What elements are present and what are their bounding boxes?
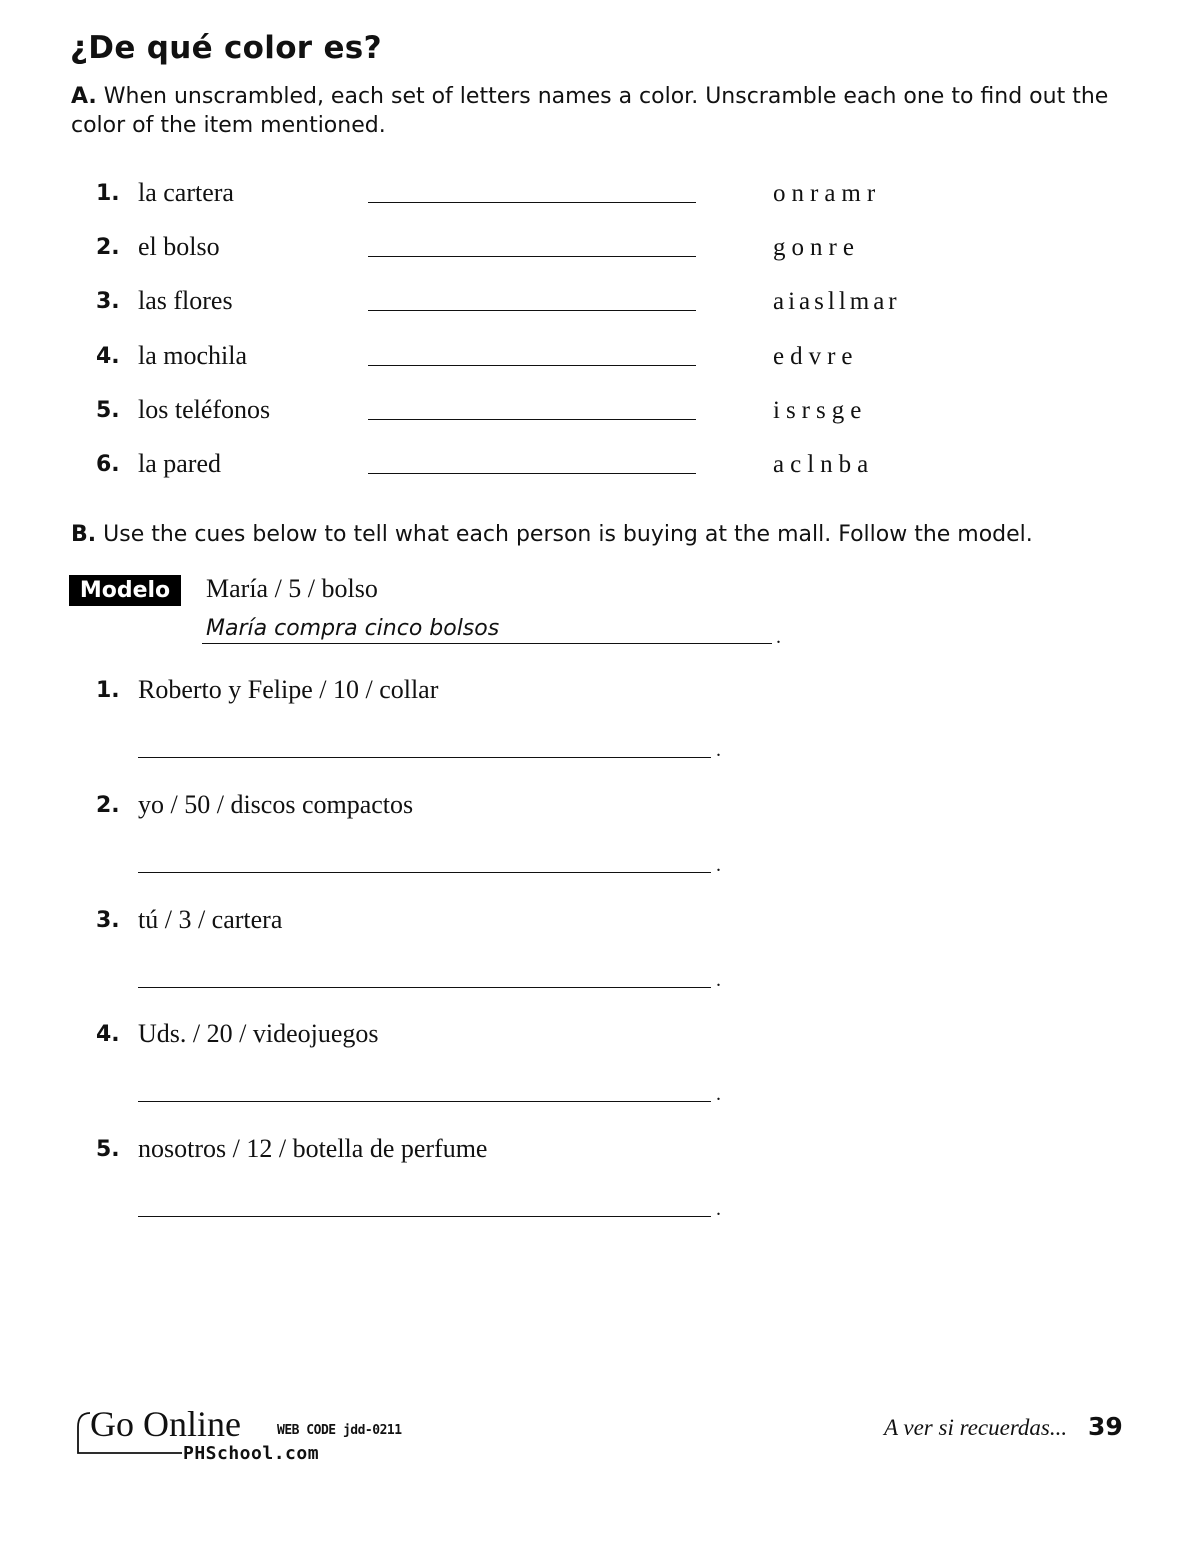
answer-blank[interactable] — [138, 987, 711, 988]
section-a-text: When unscrambled, each set of letters names a color. Unscramble each one to find out the color of the item mentioned. — [71, 84, 1109, 138]
item-number: 3. — [96, 908, 120, 933]
scrambled-letters: gonre — [773, 234, 860, 261]
scrambled-letters: aclnba — [773, 451, 875, 478]
page-number: 39 — [1088, 1412, 1123, 1441]
modelo-cue: María / 5 / bolso — [206, 574, 378, 603]
section-a-instructions — [71, 82, 1131, 140]
item-period: . — [716, 969, 721, 991]
web-code: WEB CODE jdd-0211 — [277, 1423, 402, 1438]
item-number: 6. — [96, 452, 120, 477]
item-number: 4. — [96, 1022, 120, 1047]
phschool-link[interactable]: PHSchool.com — [183, 1443, 320, 1464]
item-name: la pared — [138, 449, 222, 478]
modelo-answer: María compra cinco bolsos — [206, 616, 500, 641]
item-number: 1. — [96, 678, 120, 703]
scrambled-letters: edvre — [773, 343, 859, 370]
section-b-label: B. — [71, 522, 97, 547]
item-cue: tú / 3 / cartera — [138, 905, 283, 934]
book-title: A ver si recuerdas... — [884, 1415, 1068, 1440]
scrambled-letters: aiasllmar — [773, 288, 901, 315]
item-name: el bolso — [138, 232, 220, 261]
section-b-text: Use the cues below to tell what each person is buying at the mall. Follow the model. — [103, 522, 1033, 547]
item-name: la mochila — [138, 341, 248, 370]
answer-blank[interactable] — [368, 365, 696, 366]
answer-blank[interactable] — [368, 419, 696, 420]
item-number: 3. — [96, 289, 120, 314]
item-name: los teléfonos — [138, 395, 271, 424]
item-period: . — [716, 854, 721, 876]
page-title: ¿De qué color es? — [70, 30, 382, 66]
section-b-instructions — [71, 520, 1151, 549]
scrambled-letters: isrsge — [773, 397, 868, 424]
item-period: . — [716, 739, 721, 761]
modelo-answer-line — [202, 643, 772, 644]
item-number: 4. — [96, 344, 120, 369]
scrambled-letters: onramr — [773, 180, 882, 207]
modelo-badge: Modelo — [69, 575, 181, 606]
item-cue: nosotros / 12 / botella de perfume — [138, 1134, 488, 1163]
item-number: 1. — [96, 181, 120, 206]
item-period: . — [716, 1083, 721, 1105]
answer-blank[interactable] — [138, 1101, 711, 1102]
answer-blank[interactable] — [368, 473, 696, 474]
item-cue: yo / 50 / discos compactos — [138, 790, 414, 819]
answer-blank[interactable] — [138, 757, 711, 758]
answer-blank[interactable] — [138, 872, 711, 873]
item-cue: Uds. / 20 / videojuegos — [138, 1019, 379, 1048]
item-name: la cartera — [138, 178, 234, 207]
answer-blank[interactable] — [368, 202, 696, 203]
go-online-logo[interactable]: Go Online — [90, 1404, 241, 1444]
item-number: 2. — [96, 793, 120, 818]
item-number: 2. — [96, 235, 120, 260]
item-period: . — [716, 1198, 721, 1220]
answer-blank[interactable] — [368, 310, 696, 311]
item-cue: Roberto y Felipe / 10 / collar — [138, 675, 439, 704]
item-number: 5. — [96, 398, 120, 423]
answer-blank[interactable] — [138, 1216, 711, 1217]
item-name: las flores — [138, 286, 233, 315]
section-a-label: A. — [71, 84, 97, 109]
modelo-period: . — [776, 626, 781, 648]
answer-blank[interactable] — [368, 256, 696, 257]
item-number: 5. — [96, 1137, 120, 1162]
